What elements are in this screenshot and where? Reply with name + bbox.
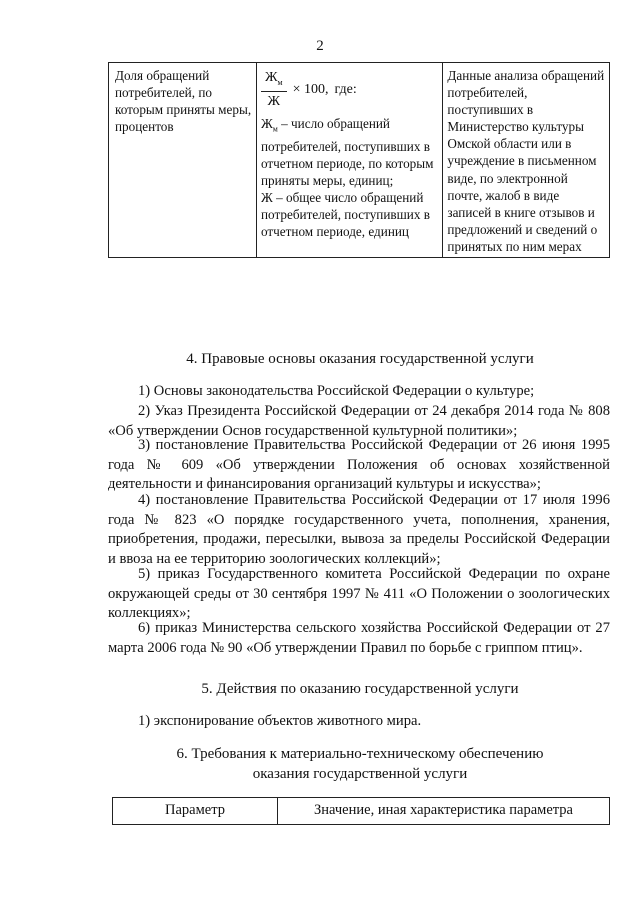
page-number: 2: [316, 38, 324, 54]
data-source-cell: Данные анализа обращений потребителей, поступивших в Министерство культуры Омской области или в учреждение в письменном виде, по электронной почте, жалоб в виде записей в книге отзывов и предложений и сведений о принятых по ним мерах: [443, 63, 610, 258]
list-item: 4) постановление Правительства Российской Федерации от 17 июля 1996 года № 823 «О порядке государственного учета, пополнения, хранения, приобретения, продажи, пересылки, вывоза за пределы Российской Федерации и ввоза на ее территорию зоологических коллекций»;: [108, 492, 610, 567]
column-header-parameter: Параметр: [113, 798, 278, 825]
formula-var1-description: $Ж_м$ – число обращений потребителей, поступивших в отчетном периоде, по которым приняты меры, единиц;: [260, 115, 434, 188]
parameters-table: [112, 797, 610, 825]
formula-denominator: Ж: [267, 93, 281, 109]
section4-heading: 4. Правовые основы оказания государственной услуги: [186, 351, 534, 367]
list-item: 6) приказ Министерства сельского хозяйства Российской Федерации от 27 марта 2006 года № 90 «Об утверждении Правил по борьбе с гриппом птиц».: [108, 620, 610, 656]
formula-numerator: $Ж_м$: [261, 70, 287, 92]
formula-fraction: [261, 70, 287, 109]
list-item: 3) постановление Правительства Российской Федерации от 26 июня 1995 года № 609 «Об утверждении Положения об основах хозяйственной деятельности и финансирования организаций культуры и искусства»;: [108, 437, 610, 493]
section5-heading: 5. Действия по оказанию государственной услуги: [201, 681, 519, 697]
formula-multiplier: × 100,: [292, 81, 329, 97]
section6-heading: 6. Требования к материально-техническому обеспечению: [176, 746, 544, 762]
formula-var2-description: Ж – общее число обращений потребителей, поступивших в отчетном периоде, единиц: [260, 189, 430, 239]
table-header-row: [113, 798, 610, 825]
list-item: 1) экспонирование объектов животного мира.: [138, 713, 422, 729]
formula-where: где:: [334, 81, 357, 97]
table-row: [109, 63, 610, 258]
indicator-table: [108, 62, 610, 258]
indicator-name-cell: Доля обращений потребителей, по которым приняты меры, процентов: [109, 63, 257, 258]
list-item: 2) Указ Президента Российской Федерации от 24 декабря 2014 года № 808 «Об утверждении Основ государственной культурной политики»;: [108, 403, 610, 439]
formula: [261, 70, 438, 109]
list-item: 1) Основы законодательства Российской Федерации о культуре;: [138, 383, 535, 399]
section6-heading-line2: оказания государственной услуги: [252, 766, 468, 782]
formula-cell: [256, 63, 442, 258]
list-item: 5) приказ Государственного комитета Российской Федерации по охране окружающей среды от 30 сентября 1997 № 411 «О Положении о зоологических коллекциях»;: [108, 566, 610, 622]
column-header-value: Значение, иная характеристика параметра: [278, 798, 610, 825]
